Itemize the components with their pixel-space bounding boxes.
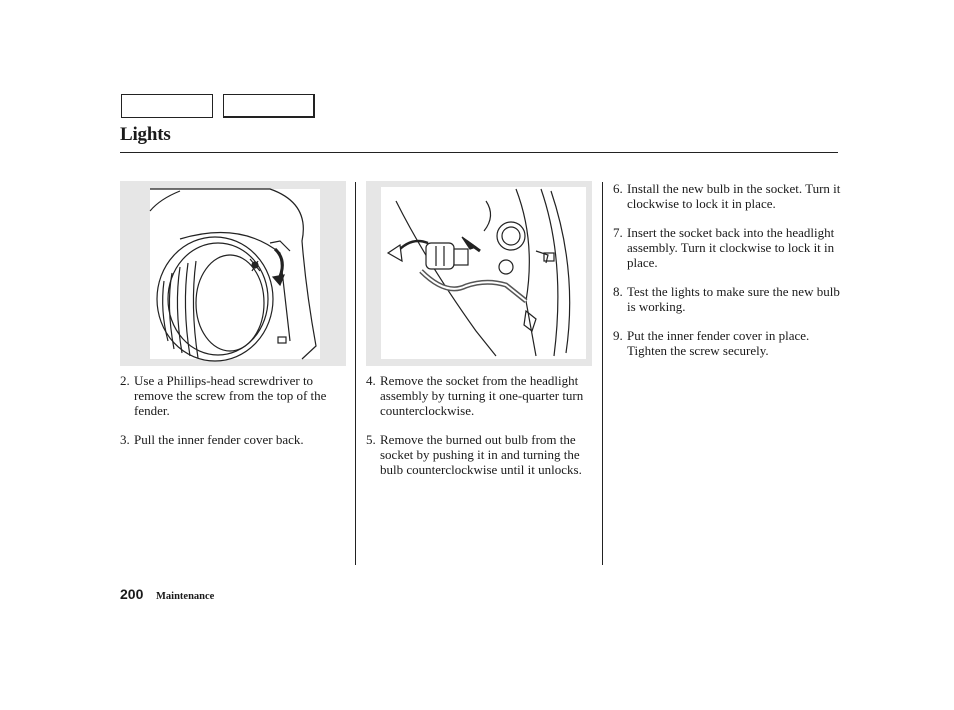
step-text: Insert the socket back into the headlight assembly. Turn it clockwise to lock it in place.	[627, 225, 835, 270]
step-number: 2.	[120, 373, 130, 388]
step-text: Install the new bulb in the socket. Turn it clockwise to lock it in place.	[627, 181, 841, 211]
step-text: Remove the burned out bulb from the socket by pushing it in and turning the bulb counterclockwise until it unlocks.	[380, 432, 582, 477]
step-item	[120, 373, 350, 418]
step-number: 5.	[366, 432, 376, 447]
section-name: Maintenance	[156, 591, 215, 602]
column-divider-2	[602, 182, 603, 565]
steps-column-2	[366, 373, 598, 491]
steps-column-1	[120, 373, 350, 461]
step-text: Put the inner fender cover in place. Tighten the screw securely.	[627, 328, 810, 358]
step-item	[366, 432, 598, 477]
fender-illustration	[120, 181, 346, 366]
step-text: Test the lights to make sure the new bulb is working.	[627, 284, 840, 314]
step-number: 3.	[120, 432, 130, 447]
step-item	[613, 225, 845, 270]
column-divider-1	[355, 182, 356, 565]
step-text: Remove the socket from the headlight assembly by turning it one-quarter turn counterclockwise.	[380, 373, 584, 418]
step-text: Use a Phillips-head screwdriver to remove the screw from the top of the fender.	[134, 373, 327, 418]
step-item	[613, 181, 845, 211]
step-item	[120, 432, 350, 447]
headlight-socket-illustration	[366, 181, 592, 366]
step-item	[613, 284, 845, 314]
header-tab-left	[121, 94, 213, 118]
title-rule	[120, 152, 838, 153]
step-number: 8.	[613, 284, 623, 299]
step-text: Pull the inner fender cover back.	[134, 432, 304, 447]
step-item	[366, 373, 598, 418]
step-number: 4.	[366, 373, 376, 388]
page-number: 200	[120, 586, 144, 602]
steps-column-3	[613, 181, 845, 372]
step-item	[613, 328, 845, 358]
step-number: 7.	[613, 225, 623, 240]
step-number: 6.	[613, 181, 623, 196]
step-number: 9.	[613, 328, 623, 343]
header-tab-right	[223, 94, 315, 118]
page-title: Lights	[120, 124, 171, 145]
